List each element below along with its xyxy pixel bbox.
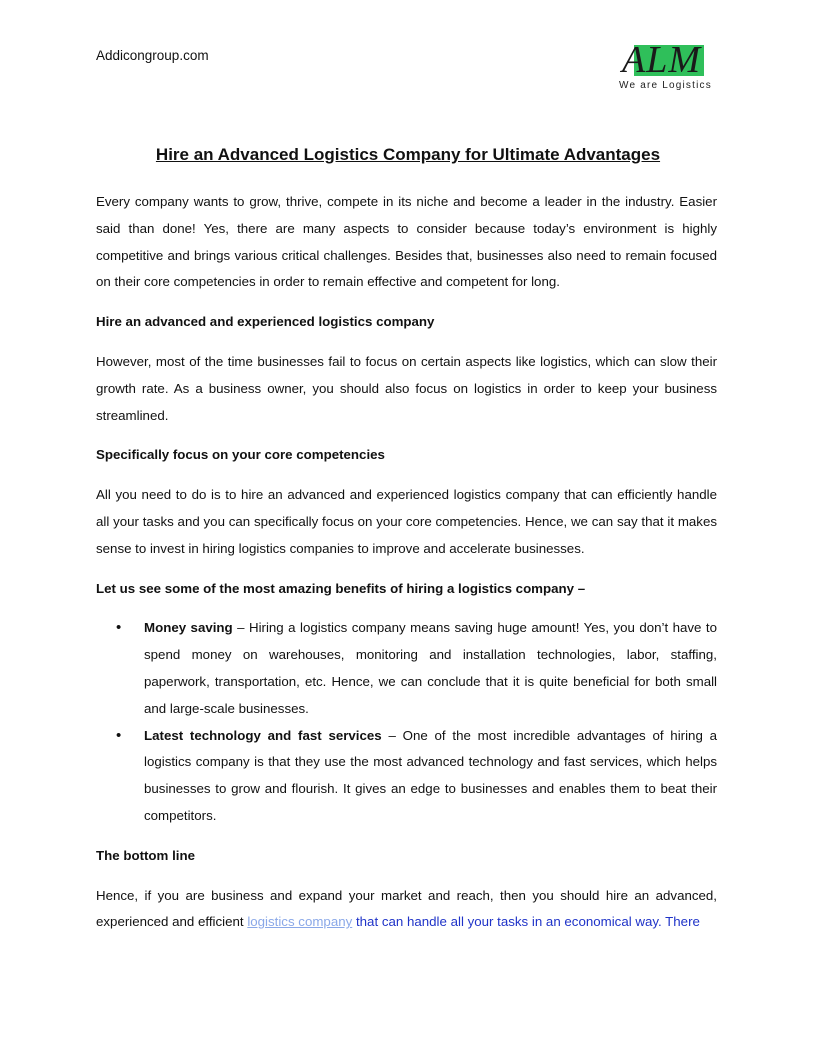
alm-logo bbox=[617, 39, 721, 94]
bottom-line-paragraph bbox=[96, 883, 717, 937]
list-item bbox=[96, 723, 717, 830]
bullet-text: – Hiring a logistics company means saving huge amount! Yes, you don’t have to spend money on warehouses, monitoring and installation technologies, labor, staffing, paperwork, transportation, etc. Hence, we can conclude that it is quite beneficial for both small and large-scale businesses. bbox=[144, 620, 717, 716]
section-paragraph-focus: All you need to do is to hire an advanced and experienced logistics company that can efficiently handle all your tasks and you can specifically focus on your core competencies. Hence, we can say that it makes sense to invest in hiring logistics companies to improve and accelerate businesses. bbox=[96, 487, 717, 556]
bullet-title: Money saving bbox=[144, 620, 233, 636]
section-paragraph-hire: However, most of the time businesses fail to focus on certain aspects like logistics, which can slow their growth rate. As a business owner, you should also focus on logistics in order to keep your business streamlined. bbox=[96, 353, 717, 423]
section-heading-benefits: Let us see some of the most amazing benefits of hiring a logistics company – bbox=[96, 580, 586, 596]
article-body bbox=[96, 189, 717, 936]
site-domain: Addicongroup.com bbox=[96, 48, 209, 63]
benefits-list bbox=[96, 615, 717, 829]
section-heading-bottom-line: The bottom line bbox=[96, 847, 195, 863]
intro-paragraph: Every company wants to grow, thrive, compete in its niche and become a leader in the industry. Easier said than done! Yes, there are many aspects to consider because today’s environment is highly competitive and brings various critical challenges. Besides that, businesses also need to remain focused on their core competencies in order to remain effective and competent for long. bbox=[96, 194, 717, 290]
bullet-icon: • bbox=[116, 726, 122, 744]
bullet-text: – One of the most incredible advantages of hiring a logistics company is that they use the most advanced technology and fast services, which helps businesses to grow and flourish. It gives an edge to businesses and enables them to beat their competitors. bbox=[144, 727, 717, 823]
bullet-icon: • bbox=[116, 619, 122, 637]
bottom-text-before: Hence, if you are business and expand your market and reach, then you should hire an advanced, experienced and efficient bbox=[96, 887, 717, 930]
bullet-title: Latest technology and fast services bbox=[144, 727, 382, 743]
logistics-company-link[interactable]: logistics company bbox=[247, 914, 353, 930]
section-heading-focus: Specifically focus on your core competencies bbox=[96, 447, 385, 463]
bottom-text-after: that can handle all your tasks in an economical way. There bbox=[352, 914, 700, 930]
list-item bbox=[96, 615, 717, 722]
logo-tagline: We are Logistics bbox=[619, 80, 712, 91]
logo-letters: ALM bbox=[622, 39, 701, 81]
page-title: Hire an Advanced Logistics Company for Ultimate Advantages bbox=[155, 145, 661, 164]
section-heading-hire: Hire an advanced and experienced logistics company bbox=[96, 314, 435, 330]
